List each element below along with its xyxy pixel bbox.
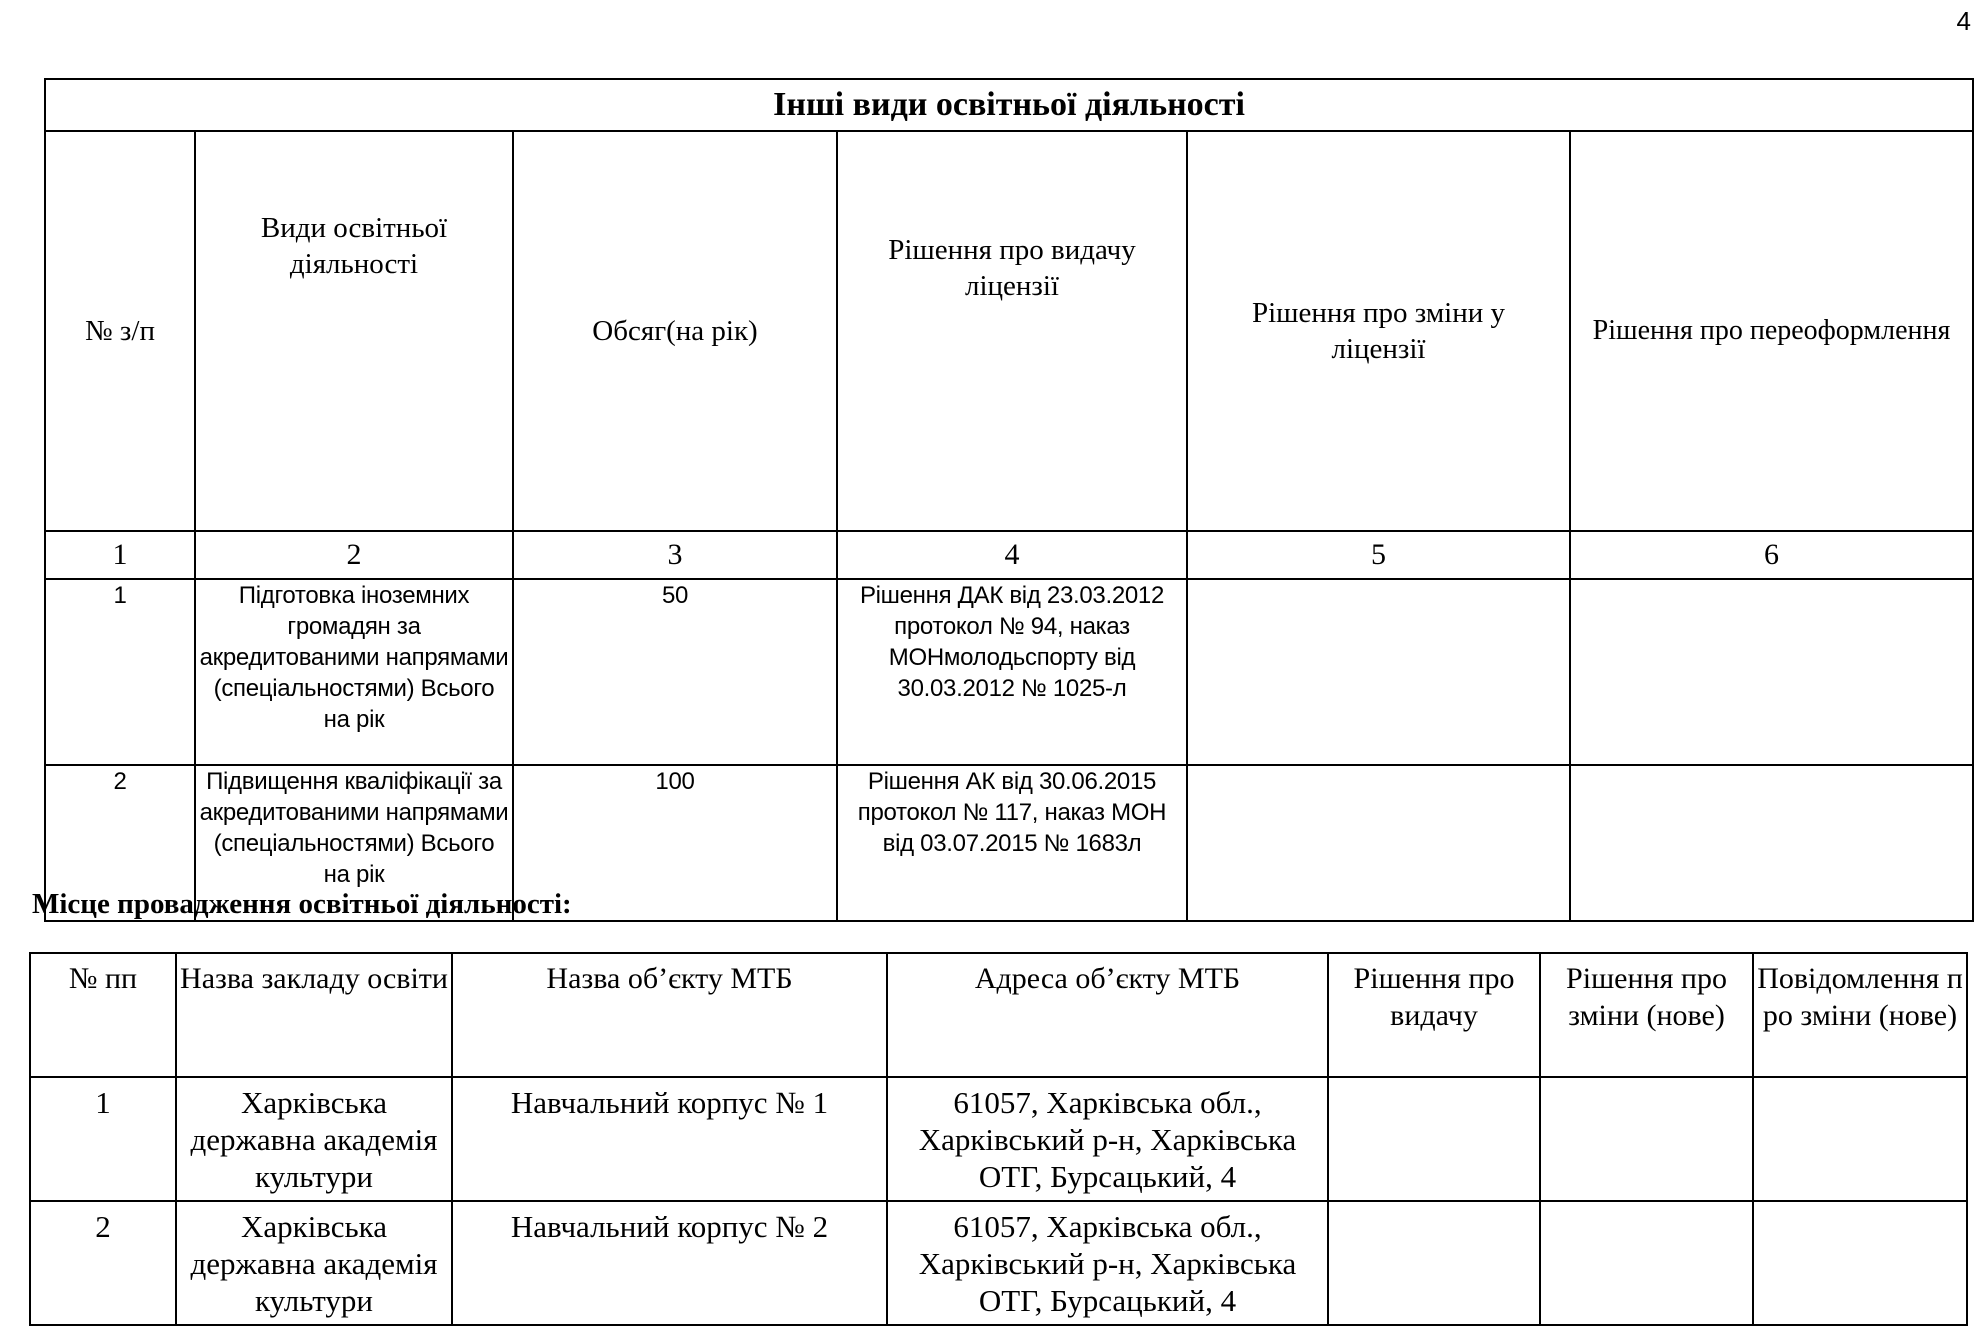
change-decision-cell xyxy=(1540,1077,1753,1201)
issue-decision-cell xyxy=(1328,1077,1540,1201)
column-number: 5 xyxy=(1187,531,1570,579)
table2-header-change: Рішення про зміни (нове) xyxy=(1540,953,1753,1077)
table-row xyxy=(30,1201,1967,1325)
change-decision-cell xyxy=(1187,579,1570,765)
column-number: 6 xyxy=(1570,531,1973,579)
object-cell: Навчальний корпус № 2 xyxy=(452,1201,887,1325)
row-number: 1 xyxy=(30,1077,176,1201)
volume-cell: 100 xyxy=(513,765,837,921)
column-number: 4 xyxy=(837,531,1187,579)
row-number: 2 xyxy=(45,765,195,921)
change-decision-cell xyxy=(1187,765,1570,921)
object-cell: Навчальний корпус № 1 xyxy=(452,1077,887,1201)
issue-decision-cell xyxy=(1328,1201,1540,1325)
table-row xyxy=(45,579,1973,765)
table1-header-license: Рішення про видачу ліцензії xyxy=(837,131,1187,531)
table2-header-notice: Повідомлення про зміни (нове) xyxy=(1753,953,1967,1077)
other-activities-table xyxy=(44,78,1974,922)
table2-header-address: Адреса об’єкту МТБ xyxy=(887,953,1328,1077)
change-decision-cell xyxy=(1540,1201,1753,1325)
column-number: 3 xyxy=(513,531,837,579)
institution-cell: Харківська державна академія культури xyxy=(176,1201,452,1325)
table1-title: Інші види освітньої діяльності xyxy=(45,79,1973,131)
table1-header-changes: Рішення про зміни у ліцензії xyxy=(1187,131,1570,531)
page-number: 4 xyxy=(1956,6,1971,36)
reissue-decision-cell xyxy=(1570,765,1973,921)
reissue-decision-cell xyxy=(1570,579,1973,765)
volume-cell: 50 xyxy=(513,579,837,765)
table2-header-object: Назва об’єкту МТБ xyxy=(452,953,887,1077)
row-number: 2 xyxy=(30,1201,176,1325)
table1-header-activity: Види освітньої діяльності xyxy=(195,131,513,531)
activity-locations-table xyxy=(29,952,1968,1326)
table1-header-volume: Обсяг(на рік) xyxy=(513,131,837,531)
activity-cell: Підготовка іноземних громадян за акредитованими напрямами (спеціальностями) Всього на рік xyxy=(195,579,513,765)
address-cell: 61057, Харківська обл., Харківський р-н, Харківська ОТГ, Бурсацький, 4 xyxy=(887,1201,1328,1325)
activity-cell: Підвищення кваліфікації за акредитованими напрямами (спеціальностями) Всього на рік xyxy=(195,765,513,921)
change-notice-cell xyxy=(1753,1077,1967,1201)
table1-header-num: № з/п xyxy=(45,131,195,531)
license-decision-cell: Рішення АК від 30.06.2015 протокол № 117, наказ МОН від 03.07.2015 № 1683л xyxy=(837,765,1187,921)
table-row xyxy=(30,1077,1967,1201)
address-cell: 61057, Харківська обл., Харківський р-н, Харківська ОТГ, Бурсацький, 4 xyxy=(887,1077,1328,1201)
change-notice-cell xyxy=(1753,1201,1967,1325)
column-number: 1 xyxy=(45,531,195,579)
license-decision-cell: Рішення ДАК від 23.03.2012 протокол № 94, наказ МОНмолодьспорту від 30.03.2012 № 1025-л xyxy=(837,579,1187,765)
table1-header-reissue: Рішення про переоформлення xyxy=(1570,131,1973,531)
table2-header-num: № пп xyxy=(30,953,176,1077)
row-number: 1 xyxy=(45,579,195,765)
section-title: Місце провадження освітньої діяльності: xyxy=(32,888,572,920)
institution-cell: Харківська державна академія культури xyxy=(176,1077,452,1201)
column-number: 2 xyxy=(195,531,513,579)
table2-header-institution: Назва закладу освіти xyxy=(176,953,452,1077)
table2-header-issue: Рішення про видачу xyxy=(1328,953,1540,1077)
